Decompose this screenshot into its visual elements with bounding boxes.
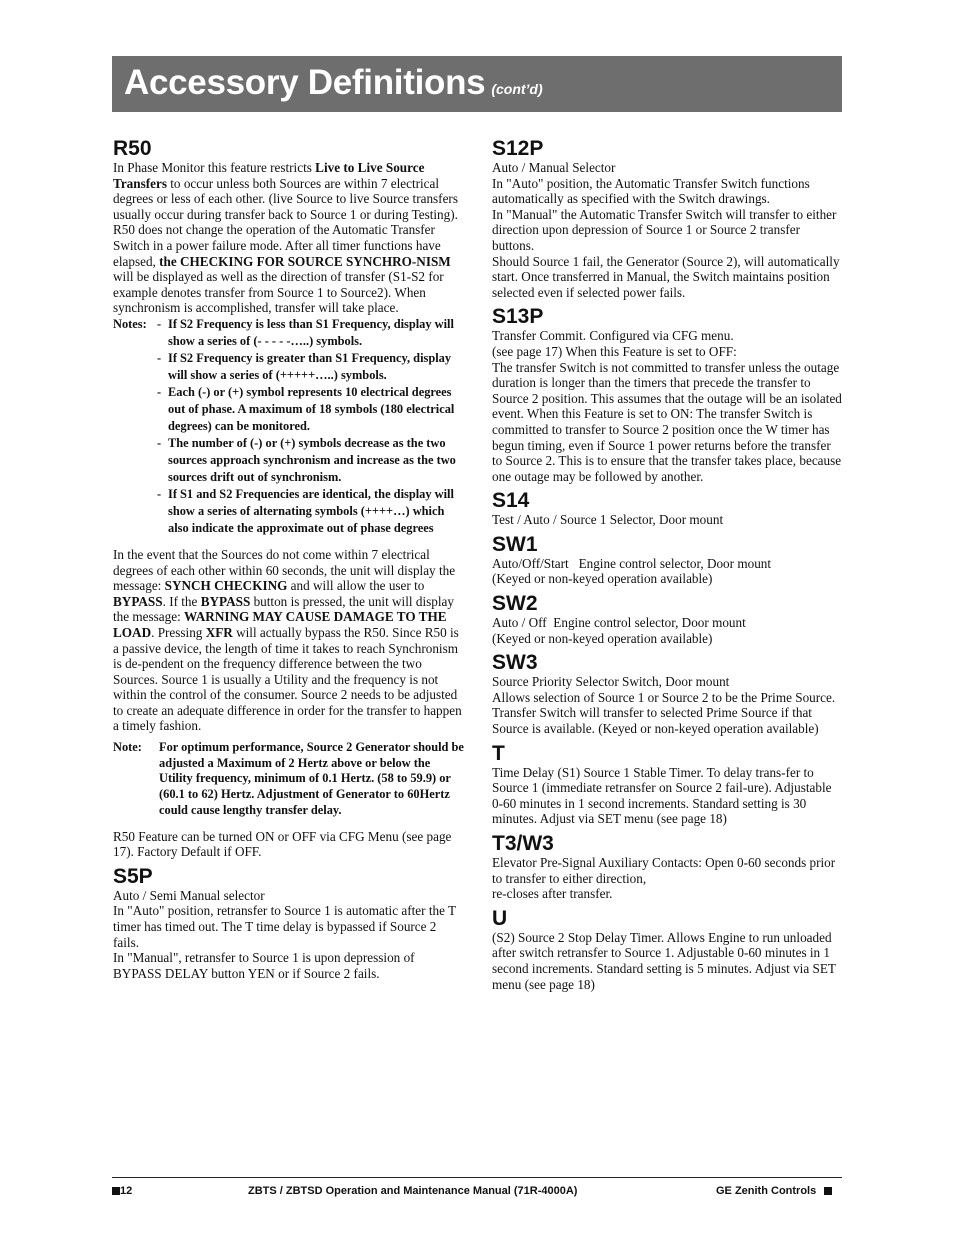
page-title-text: Accessory Definitions	[124, 63, 486, 102]
r50-note	[113, 740, 465, 819]
t3w3-body	[492, 855, 842, 902]
text-line: (Keyed or non-keyed operation available)	[492, 571, 713, 587]
t-body	[492, 765, 842, 827]
bold-run: BYPASS	[200, 593, 251, 609]
text-line: Should Source 1 fail, the Generator (Source 2), will automatically start. Once transferred in Manual, the Switch maintains position selected even if selected power fails.	[492, 253, 840, 300]
page-number: 12	[120, 1185, 133, 1197]
left-column	[113, 136, 465, 981]
section-heading-sw3: SW3	[492, 651, 538, 675]
note-item: - Each (-) or (+) symbol represents 10 electrical degrees out of phase. A maximum of 18 symbols (180 electrical degrees) can be monitored.	[157, 384, 465, 435]
bold-run: Live to Live Source Transfers	[113, 160, 425, 191]
r50-paragraph-3: R50 Feature can be turned ON or OFF via CFG Menu (see page 17). Factory Default if OFF.	[113, 828, 452, 860]
header-banner	[112, 56, 842, 112]
text-line: Source Priority Selector Switch, Door mount	[492, 674, 730, 690]
sw2-body	[492, 615, 842, 646]
r50-paragraph-2	[113, 547, 465, 734]
text-line: Test / Auto / Source 1 Selector, Door mount	[492, 512, 724, 528]
s14-body	[492, 512, 842, 528]
bold-run: SYNCH CHECKING	[164, 578, 288, 594]
text-line: Allows selection of Source 1 or Source 2 to be the Prime Source. Transfer Switch will transfer to selected Prime Source if that Source is available. (Keyed or non-keyed operation available)	[492, 689, 836, 737]
company-name: GE Zenith Controls	[716, 1185, 817, 1197]
s13p-body	[492, 328, 842, 484]
footer-rule	[112, 1177, 842, 1178]
bold-run: WARNING MAY CAUSE DAMAGE TO THE LOAD	[113, 609, 447, 640]
section-heading-sw2: SW2	[492, 592, 538, 616]
text-line: Transfer Commit. Configured via CFG menu.	[492, 328, 734, 344]
note-item: - If S2 Frequency is greater than S1 Frequency, display will show a series of (+++++…..) symbols.	[157, 350, 465, 384]
text-line: In "Manual", retransfer to Source 1 is upon depression of BYPASS DELAY button YEN or if Source 2 fails.	[113, 950, 415, 981]
section-heading-s5p: S5P	[113, 864, 153, 888]
text-run: and will allow the user to	[287, 578, 425, 594]
note-text: Each (-) or (+) symbol represents 10 electrical degrees out of phase. A maximum of 18 symbols (180 electrical degrees) can be monitored.	[168, 384, 455, 433]
note-text: If S2 Frequency is greater than S1 Frequency, display will show a series of (+++++…..) symbols.	[168, 350, 452, 382]
note-text: If S2 Frequency is less than S1 Frequency, display will show a series of (- - - - -…..) symbols.	[168, 316, 454, 348]
bold-run: XFR	[205, 624, 233, 640]
text-line: In "Auto" position, the Automatic Transfer Switch functions automatically as specified with the Switch drawings.	[492, 175, 810, 207]
r50-notes	[113, 316, 465, 537]
s12p-body	[492, 160, 842, 300]
note-text: If S1 and S2 Frequencies are identical, the display will show a series of alternating symbols (++++…) which also indicate the approximate out of phase degrees	[168, 486, 454, 535]
text-run: to occur unless both Sources are within 7 electrical degrees or less of each other. (live Source to live Source transfers usually occur during transfer back to Source 1 or during Testing). R50 does not change the operation of the Automatic Transfer Switch in a power failure mode. After all timer functions have elapsed,	[113, 175, 458, 269]
text-run: . Pressing	[151, 624, 206, 640]
footer-manual-title: ZBTS / ZBTSD Operation and Maintenance Manual (71R-4000A)	[248, 1185, 578, 1197]
section-heading-s13p: S13P	[492, 305, 544, 329]
text-line: In "Auto" position, retransfer to Source 1 is automatic after the T timer has timed out. The T time delay is bypassed if Source 2 fails.	[113, 903, 456, 950]
text-line: re-closes after transfer.	[492, 886, 613, 902]
section-heading-r50: R50	[113, 137, 152, 160]
s5p-body	[113, 888, 465, 982]
sw1-body	[492, 556, 842, 587]
text-line: In "Manual" the Automatic Transfer Switch will transfer to either direction upon depression of Source 1 or Source 2 transfer buttons.	[492, 206, 837, 253]
text-run: will actually bypass the R50. Since R50 is a passive device, the length of time it takes to reach Synchronism is de-pendent on the frequency difference between the two Sources. Source 1 is usually a Utility and the frequency is not within the control of the consumer. Source 2 needs to be adjusted to create an adequate difference in order for the transfer to happen a timely fashion.	[113, 624, 462, 734]
section-heading-s12p: S12P	[492, 137, 544, 160]
section-heading-t3w3: T3/W3	[492, 832, 554, 855]
note-item: - If S2 Frequency is less than S1 Frequency, display will show a series of (- - - - -…..) symbols.	[157, 316, 465, 350]
footer-company	[716, 1185, 832, 1197]
notes-list	[157, 316, 465, 537]
text-run: In the event that the Sources do not come within 7 electrical degrees of each other within 60 seconds, the unit will display the message:	[113, 546, 456, 594]
text-line: Time Delay (S1) Source 1 Stable Timer. To delay trans-fer to Source 1 (immediate retransfer on Source 2 fail-ure). Adjustable 0-60 minutes in 1 second increments. Standard setting is 30 minutes. Adjust via SET menu (see page 18)	[492, 764, 832, 827]
u-body	[492, 930, 842, 992]
square-bullet-icon	[112, 1187, 120, 1195]
note-text: The number of (-) or (+) symbols decrease as the two sources approach synchronism and increase as the two sources drift out of synchronism.	[168, 435, 456, 484]
text-run: In Phase Monitor this feature restricts	[113, 160, 316, 175]
text-run: button is pressed, the unit will display the message:	[113, 593, 454, 625]
section-heading-u: U	[492, 906, 508, 930]
bold-run: BYPASS	[113, 593, 163, 609]
text-line: Elevator Pre-Signal Auxiliary Contacts: Open 0-60 seconds prior to transfer to either direction,	[492, 855, 836, 886]
text-line: (S2) Source 2 Stop Delay Timer. Allows Engine to run unloaded after switch retransfer to Source 1. Adjustable 0-60 minutes in 1 second increments. Standard setting is 5 minutes. Adjust via SET menu (see page 18)	[492, 929, 836, 992]
text-line: (see page 17) When this Feature is set to OFF:	[492, 343, 737, 359]
text-line: The transfer Switch is not committed to transfer unless the outage duration is longer than the timers that precede the transfer to Source 2 position. This assumes that the outage will be an isolated event. When this Feature is set to ON: The transfer Switch is committed to transfer to Source 2 position once the W timer has begun timing, even if Source 1 power returns before the transfer to Source 2. This is to ensure that the transfer takes place, because one outage may be followed by another.	[492, 359, 842, 484]
bold-run: the CHECKING FOR SOURCE SYNCHRO-NISM	[159, 253, 451, 269]
notes-label: Notes:	[113, 316, 147, 331]
text-run: . If the	[162, 593, 201, 609]
right-column	[492, 136, 842, 992]
sw3-body	[492, 674, 842, 736]
section-heading-t: T	[492, 741, 505, 765]
note-label: Note:	[113, 740, 142, 755]
section-heading-sw1: SW1	[492, 532, 538, 556]
note-item: - The number of (-) or (+) symbols decrease as the two sources approach synchronism and increase as the two sources drift out of synchronism.	[157, 435, 465, 486]
square-bullet-icon	[824, 1187, 832, 1195]
section-heading-s14: S14	[492, 489, 530, 513]
text-line: Auto / Semi Manual selector	[113, 887, 265, 903]
text-line: Auto/Off/Start Engine control selector, Door mount	[492, 555, 772, 571]
note-text: For optimum performance, Source 2 Generator should be adjusted a Maximum of 2 Hertz above or below the Utility frequency, minimum of 0.1 Hertz. (58 to 59.9) or (60.1 to 62) Hertz. Adjustment of Generator to 60Hertz could cause lengthy transfer delay.	[159, 740, 464, 817]
r50-paragraph-1	[113, 160, 465, 316]
footer-page-number	[112, 1185, 132, 1197]
text-line: Auto / Manual Selector	[492, 160, 616, 175]
text-run: will be displayed as well as the direction of transfer (S1-S2 for example denotes transfer from Source 1 to Source2). When synchronism is accomplished, transfer will take place.	[113, 269, 444, 316]
note-item: - If S1 and S2 Frequencies are identical, the display will show a series of alternating symbols (++++…) which also indicate the approximate out of phase degrees	[157, 486, 465, 537]
page-title	[124, 63, 543, 103]
page-subtitle: (cont’d)	[491, 81, 543, 97]
text-line: Auto / Off Engine control selector, Door mount	[492, 615, 746, 631]
text-line: (Keyed or non-keyed operation available)	[492, 630, 713, 646]
